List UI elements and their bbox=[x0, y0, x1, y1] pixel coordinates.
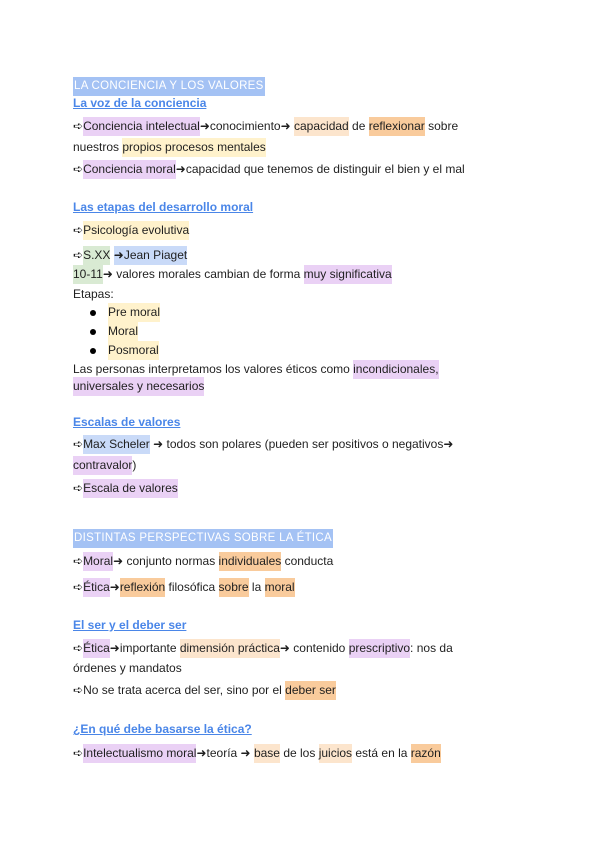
text-segment: teoría bbox=[206, 746, 241, 760]
heavy-right-arrow-icon: ➜ bbox=[279, 641, 290, 655]
highlighted-text: sobre bbox=[219, 578, 249, 597]
section-heading-text: DISTINTAS PERSPECTIVAS SOBRE LA ÉTICA bbox=[73, 529, 333, 548]
text-segment: contenido bbox=[289, 641, 349, 655]
text-line bbox=[73, 681, 336, 700]
highlighted-text: reflexión bbox=[120, 578, 165, 597]
bullet-item bbox=[90, 341, 159, 360]
highlighted-text: Intelectualismo moral bbox=[83, 744, 196, 763]
text-segment: : nos da bbox=[410, 641, 453, 655]
highlighted-text: individuales bbox=[219, 552, 282, 571]
text-segment: No se trata acerca del ser, sino por el bbox=[83, 683, 286, 697]
highlighted-text: Escala de valores bbox=[83, 479, 178, 498]
bullet-dot-icon bbox=[90, 348, 96, 354]
text-segment: importante bbox=[119, 641, 180, 655]
text-line bbox=[73, 377, 204, 396]
text-line bbox=[73, 479, 178, 498]
text-line bbox=[73, 435, 453, 454]
text-line bbox=[73, 117, 458, 136]
heavy-right-arrow-icon: ➜ bbox=[153, 437, 164, 451]
highlighted-text: reflexionar bbox=[369, 117, 425, 136]
text-segment: ) bbox=[132, 458, 137, 472]
text-line bbox=[73, 285, 114, 304]
text-line bbox=[73, 221, 189, 240]
text-segment: todos son polares (pueden ser positivos o negativos bbox=[163, 437, 444, 451]
shadowed-right-arrow-icon: ➪ bbox=[73, 162, 84, 176]
text-segment: la bbox=[248, 580, 265, 594]
text-segment: conocimiento bbox=[209, 119, 281, 133]
heavy-right-arrow-icon: ➜ bbox=[240, 746, 251, 760]
shadowed-right-arrow-icon: ➪ bbox=[73, 437, 84, 451]
highlighted-text: incondicionales, bbox=[353, 360, 438, 379]
section-heading bbox=[73, 528, 333, 547]
highlighted-text: prescriptivo bbox=[349, 639, 410, 658]
highlighted-text: razón bbox=[411, 744, 441, 763]
text-line bbox=[73, 659, 182, 678]
shadowed-right-arrow-icon: ➪ bbox=[73, 683, 84, 697]
heavy-right-arrow-icon: ➜ bbox=[113, 554, 124, 568]
text-line bbox=[73, 265, 392, 284]
heavy-right-arrow-icon: ➜ bbox=[114, 246, 124, 265]
shadowed-right-arrow-icon: ➪ bbox=[73, 641, 84, 655]
section-heading bbox=[73, 76, 265, 95]
text-segment: Las personas interpretamos los valores éticos como bbox=[73, 362, 354, 376]
highlighted-text: universales y necesarios bbox=[73, 377, 204, 396]
text-segment: valores morales cambian de forma bbox=[112, 267, 304, 281]
shadowed-right-arrow-icon: ➪ bbox=[73, 580, 84, 594]
heavy-right-arrow-icon: ➜ bbox=[196, 746, 207, 760]
highlighted-text: propios procesos mentales bbox=[122, 138, 265, 157]
highlighted-text: muy significativa bbox=[304, 265, 392, 284]
heavy-right-arrow-icon: ➜ bbox=[443, 437, 454, 451]
heavy-right-arrow-icon: ➜ bbox=[175, 162, 186, 176]
text-segment: de bbox=[348, 119, 369, 133]
heavy-right-arrow-icon: ➜ bbox=[109, 641, 120, 655]
text-segment: conducta bbox=[281, 554, 334, 568]
text-line bbox=[73, 578, 295, 597]
shadowed-right-arrow-icon: ➪ bbox=[73, 248, 84, 262]
topic-title: Las etapas del desarrollo moral bbox=[73, 200, 254, 214]
text-segment: nuestros bbox=[73, 140, 123, 154]
section-heading-text: LA CONCIENCIA Y LOS VALORES bbox=[73, 77, 265, 96]
highlighted-text: deber ser bbox=[285, 681, 336, 700]
topic-title: La voz de la conciencia bbox=[73, 96, 207, 110]
highlighted-text: Pre moral bbox=[108, 303, 160, 322]
highlighted-text: 10-11 bbox=[73, 265, 103, 284]
bullet-item bbox=[90, 303, 160, 322]
text-line bbox=[73, 246, 187, 265]
text-segment: capacidad que tenemos de distinguir el bien y el mal bbox=[185, 162, 465, 176]
bullet-dot-icon bbox=[90, 310, 96, 316]
highlighted-text: capacidad bbox=[294, 117, 349, 136]
highlighted-text: Posmoral bbox=[108, 341, 159, 360]
highlighted-text: Jean Piaget bbox=[124, 246, 187, 265]
text-line bbox=[73, 639, 453, 658]
topic-title: Escalas de valores bbox=[73, 415, 181, 429]
text-segment: Etapas: bbox=[73, 287, 114, 301]
highlighted-text: Ética bbox=[83, 639, 110, 658]
highlighted-text: juicios bbox=[319, 744, 352, 763]
text-line bbox=[73, 456, 136, 475]
shadowed-right-arrow-icon: ➪ bbox=[73, 223, 84, 237]
highlighted-text: Psicología evolutiva bbox=[83, 221, 189, 240]
text-segment: de los bbox=[279, 746, 319, 760]
highlighted-text: Moral bbox=[108, 322, 138, 341]
text-segment: filosófica bbox=[165, 580, 219, 594]
highlighted-text: S.XX bbox=[83, 246, 110, 265]
heavy-right-arrow-icon: ➜ bbox=[109, 580, 120, 594]
heavy-right-arrow-icon: ➜ bbox=[280, 119, 291, 133]
text-segment: órdenes y mandatos bbox=[73, 661, 182, 675]
highlighted-text: base bbox=[254, 744, 280, 763]
text-segment: está en la bbox=[352, 746, 411, 760]
topic-title: ¿En qué debe basarse la ética? bbox=[73, 722, 252, 736]
text-line bbox=[73, 552, 333, 571]
bullet-item bbox=[90, 322, 138, 341]
highlighted-text: Moral bbox=[83, 552, 113, 571]
highlighted-text: Conciencia moral bbox=[83, 160, 176, 179]
shadowed-right-arrow-icon: ➪ bbox=[73, 746, 84, 760]
shadowed-right-arrow-icon: ➪ bbox=[73, 119, 84, 133]
topic-title: El ser y el deber ser bbox=[73, 618, 187, 632]
highlighted-text: Max Scheler bbox=[83, 435, 150, 454]
highlighted-text: Ética bbox=[83, 578, 110, 597]
text-line bbox=[73, 160, 465, 179]
highlighted-text: dimensión práctica bbox=[180, 639, 280, 658]
heavy-right-arrow-icon: ➜ bbox=[199, 119, 210, 133]
bullet-dot-icon bbox=[90, 329, 96, 335]
text-line bbox=[73, 744, 441, 763]
highlighted-text: moral bbox=[265, 578, 295, 597]
shadowed-right-arrow-icon: ➪ bbox=[73, 481, 84, 495]
text-line bbox=[73, 138, 266, 157]
text-segment: conjunto normas bbox=[123, 554, 219, 568]
highlighted-text: Conciencia intelectual bbox=[83, 117, 200, 136]
highlighted-text: contravalor bbox=[73, 456, 132, 475]
shadowed-right-arrow-icon: ➪ bbox=[73, 554, 84, 568]
heavy-right-arrow-icon: ➜ bbox=[102, 267, 113, 281]
text-segment: sobre bbox=[424, 119, 459, 133]
